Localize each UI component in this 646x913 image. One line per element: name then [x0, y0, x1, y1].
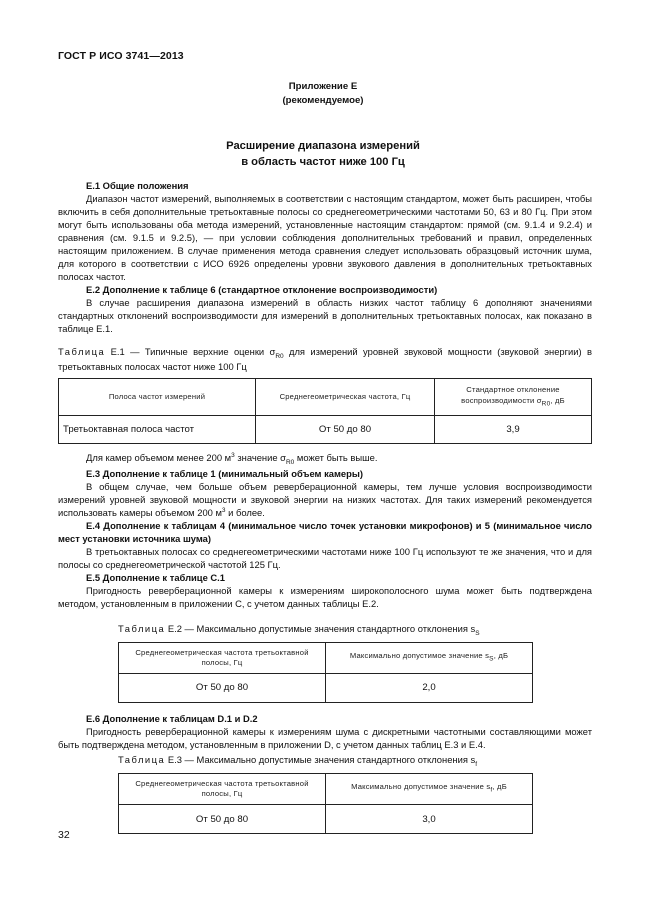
document-body	[58, 180, 592, 844]
section-e2-text: В случае расширения диапазона измерений в область низких частот таблицу 6 дополняют значениями стандартных отклонений воспроизводимости для измерений в дополнительных третьоктавных полосах, как показано в таблице Е.1.	[58, 296, 592, 334]
table-e2	[118, 642, 533, 704]
table-e3-col-max-text: Максимально допустимое значение s	[351, 782, 491, 792]
table-e1-col-band: Полоса частот измерений	[59, 379, 256, 416]
table-e1-note-mid: значение σ	[234, 452, 286, 464]
table-e3-col-max	[326, 773, 533, 805]
section-e4-text: В третьоктавных полосах со среднегеометрическими частотами ниже 100 Гц используют те же значения, что и для полосы со среднегеометрической частотой 125 Гц.	[58, 545, 592, 570]
section-e1-heading: Е.1 Общие положения	[86, 180, 189, 191]
table-e1-caption-sub: R0	[275, 352, 284, 360]
annex-main-title-line1: Расширение диапазона измерений	[226, 140, 420, 152]
table-e1-caption-tail: для измерений уровней звуковой мощности (звуковой энергии) в третьоктавных полосах частот ниже 100 Гц	[58, 345, 592, 373]
section-e1-text: Диапазон частот измерений, выполняемых в соответствии с настоящим стандартом, может быть расширен, чтобы включить в себя дополнительные третьоктавные полосы со среднегеометрическими частотами 50, 63 и 80 Гц. При этом могут быть использованы оба метода измерений, установленные настоящим стандартом: прямой (см. 9.1.4 и 9.2.4) и сравнения (см. 9.1.5 и 9.2.5), — при условии соблюдения дополнительных требований и правил, определенных настоящим приложением. В случае применения метода сравнения следует использовать образцовый источник шума, для которого в соответствии с ИСО 6926 определены уровни звукового давления в дополнительных третьоктавных полосах частот.	[58, 192, 592, 282]
section-e3-text-after: и более.	[225, 506, 265, 518]
table-e1-note-sub: R0	[285, 458, 295, 466]
annex-main-title	[0, 139, 646, 170]
table-e2-caption-sub: S	[475, 629, 480, 637]
table-e1-header-row	[59, 379, 592, 416]
section-e6-text: Пригодность реверберационной камеры к измерениям шума с дискретными частотными составляющими может быть подтверждена методом, установленным в приложении D, с учетом данных таблиц Е.3 и Е.4.	[58, 726, 592, 750]
table-e1-label: Таблица	[58, 345, 106, 357]
table-e3-cell-freq: От 50 до 80	[119, 805, 326, 834]
table-e3-col-max-sub: f	[490, 786, 493, 794]
table-e2-cell-value: 2,0	[326, 674, 533, 703]
table-e3-block	[118, 754, 533, 834]
table-e1-cell-freq: От 50 до 80	[256, 415, 435, 443]
table-e3-label: Таблица	[118, 753, 166, 765]
table-e3	[118, 773, 533, 835]
table-row	[119, 805, 533, 834]
table-e2-label: Таблица	[118, 622, 166, 634]
table-e2-caption-text: Е.2 — Максимально допустимые значения стандартного отклонения s	[165, 622, 476, 634]
section-e4-heading: Е.4 Дополнение к таблицам 4 (минимальное число точек установки микрофонов) и 5 (минимальное число мест установки источника шума)	[58, 519, 592, 544]
section-e5-text: Пригодность реверберационной камеры к измерениям широкополосного шума может быть подтверждена методом, установленным в приложении С, с учетом данных таблицы Е.2.	[58, 584, 592, 609]
table-e1-note-after: может быть выше.	[294, 452, 378, 464]
table-e2-col-freq: Среднегеометрическая частота третьоктавной полосы, Гц	[119, 642, 326, 674]
annex-title: Приложение Е	[288, 81, 358, 92]
section-e2-heading: Е.2 Дополнение к таблице 6 (стандартное отклонение воспроизводимости)	[86, 283, 438, 295]
table-e3-col-freq: Среднегеометрическая частота третьоктавной полосы, Гц	[119, 773, 326, 805]
table-e3-cell-value: 3,0	[326, 805, 533, 834]
table-e1-col-deviation-unit: , дБ	[550, 395, 565, 405]
annex-status: (рекомендуемое)	[282, 94, 364, 106]
table-e3-caption-sub: f	[475, 760, 477, 768]
cubic-superscript: 3	[231, 451, 235, 459]
annex-heading	[0, 80, 646, 108]
table-e2-col-max-sub: S	[489, 655, 494, 663]
table-e1	[58, 378, 592, 444]
table-e1-caption-text: Е.1 — Типичные верхние оценки σ	[105, 345, 276, 357]
table-e1-cell-band: Третьоктавная полоса частот	[59, 415, 256, 443]
section-e3-heading: Е.3 Дополнение к таблице 1 (минимальный объем камеры)	[86, 467, 364, 479]
table-e2-col-max	[326, 642, 533, 674]
annex-main-title-line2: в область частот ниже 100 Гц	[241, 155, 405, 168]
table-e3-caption-text: Е.3 — Максимально допустимые значения стандартного отклонения s	[165, 753, 476, 765]
page-number: 32	[58, 829, 70, 841]
table-row	[59, 415, 592, 443]
table-e3-col-max-unit: , дБ	[492, 782, 507, 792]
table-row	[119, 674, 533, 703]
table-e1-col-deviation	[435, 379, 592, 416]
table-e2-col-max-unit: , дБ	[493, 651, 509, 661]
table-e1-col-freq: Среднегеометрическая частота, Гц	[256, 379, 435, 416]
table-e2-cell-freq: От 50 до 80	[119, 674, 326, 703]
table-e1-caption	[58, 346, 592, 375]
section-e3-text-before: В общем случае, чем больше объем реверберационной камеры, тем лучше условия воспроизводимости измерений уровней звуковой мощности и звуковой энергии на низких частотах. Для таких измерений рекомендуется использовать камеры объемом 200 м	[58, 480, 592, 518]
table-e3-caption	[118, 754, 533, 770]
table-e1-note-text: Для камер объемом менее 200 м	[86, 452, 232, 464]
table-e2-block	[118, 623, 533, 703]
table-e2-header-row	[119, 642, 533, 674]
table-e1-col-deviation-sub: R0	[541, 400, 551, 408]
table-e3-header-row	[119, 773, 533, 805]
section-e5-heading: Е.5 Дополнение к таблице С.1	[86, 571, 225, 583]
table-e1-cell-value: 3,9	[435, 415, 592, 443]
table-e1-note	[58, 452, 592, 468]
standard-code-header: ГОСТ Р ИСО 3741—2013	[58, 50, 184, 62]
section-e3-text	[58, 481, 592, 520]
cubic-superscript: 3	[221, 506, 226, 514]
table-e2-caption	[118, 623, 533, 639]
table-e2-col-max-text: Максимально допустимое значение s	[349, 651, 490, 661]
section-e6-heading: Е.6 Дополнение к таблицам D.1 и D.2	[86, 713, 258, 725]
table-e1-col-deviation-text: Стандартное отклонение воспроизводимости σ	[461, 385, 560, 405]
